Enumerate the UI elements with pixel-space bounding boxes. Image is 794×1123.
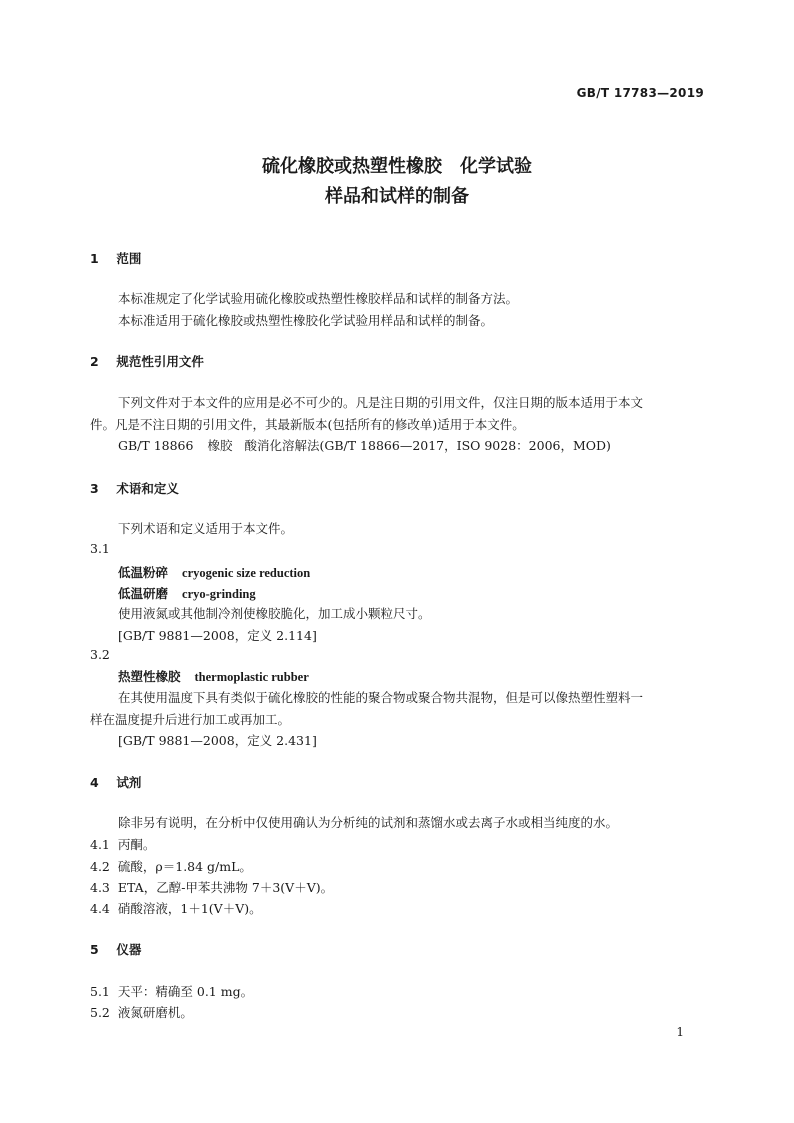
normative-reference (118, 436, 611, 454)
item-text: 硝酸溶液，1＋1(V＋V)。 (117, 901, 262, 916)
section-heading-scope (90, 249, 141, 267)
item-text: 硫酸，ρ＝1.84 g/mL。 (117, 859, 252, 874)
section-title: 仪器 (116, 942, 142, 957)
list-item (90, 878, 333, 896)
item-text: 天平：精确至 0.1 mg。 (117, 984, 254, 999)
term-entry (118, 563, 310, 581)
paragraph: 本标准适用于硫化橡胶或热塑性橡胶化学试验用样品和试样的制备。 (118, 313, 494, 328)
item-number: 4.3 (90, 880, 110, 895)
reference-title-part2: 酸消化溶解法(GB/T 18866—2017，ISO 9028：2006，MOD) (244, 438, 611, 453)
section-heading-reagents (90, 773, 141, 791)
section-heading-terms (90, 479, 179, 497)
term-definition: 样在温度提升后进行加工或再加工。 (90, 712, 291, 727)
list-item (90, 982, 253, 1000)
reference-doc-number: GB/T 18866 (118, 438, 194, 453)
reference-title-part1: 橡胶 (207, 438, 233, 453)
item-number: 4.4 (90, 901, 110, 916)
term-en: cryo-grinding (182, 587, 256, 601)
section-heading-normative (90, 352, 204, 370)
paragraph: 件。凡是不注日期的引用文件，其最新版本(包括所有的修改单)适用于本文件。 (90, 417, 525, 432)
term-number: 3.1 (90, 541, 110, 556)
section-title: 术语和定义 (116, 481, 179, 496)
term-en: thermoplastic rubber (194, 670, 309, 684)
term-definition: 在其使用温度下具有类似于硫化橡胶的性能的聚合物或聚合物共混物，但是可以像热塑性塑料一 (118, 690, 644, 705)
term-en: cryogenic size reduction (182, 566, 311, 580)
section-number: 2 (90, 354, 99, 369)
term-zh: 低温粉碎 (118, 565, 169, 580)
section-heading-apparatus (90, 940, 141, 958)
term-number: 3.2 (90, 647, 110, 662)
list-item (90, 857, 252, 875)
document-title-line1: 硫化橡胶或热塑性橡胶 化学试验 (262, 156, 532, 177)
paragraph: 下列术语和定义适用于本文件。 (118, 521, 294, 536)
document-title-line2: 样品和试样的制备 (325, 186, 469, 207)
item-text: ETA，乙醇-甲苯共沸物 7＋3(V＋V)。 (117, 880, 334, 895)
term-zh: 热塑性橡胶 (118, 669, 181, 684)
standard-number: GB/T 17783—2019 (576, 86, 704, 100)
section-number: 5 (90, 942, 99, 957)
item-number: 4.2 (90, 859, 110, 874)
list-item (90, 1003, 193, 1021)
list-item (90, 899, 262, 917)
item-text: 丙酮。 (117, 837, 156, 852)
item-number: 4.1 (90, 837, 110, 852)
term-source: [GB/T 9881—2008，定义 2.114] (118, 628, 317, 643)
term-source: [GB/T 9881—2008，定义 2.431] (118, 733, 317, 748)
section-title: 试剂 (116, 775, 142, 790)
term-entry (118, 667, 309, 685)
paragraph: 本标准规定了化学试验用硫化橡胶或热塑性橡胶样品和试样的制备方法。 (118, 291, 519, 306)
item-number: 5.2 (90, 1005, 110, 1020)
term-definition: 使用液氮或其他制冷剂使橡胶脆化，加工成小颗粒尺寸。 (118, 606, 431, 621)
term-zh: 低温研磨 (118, 586, 169, 601)
item-number: 5.1 (90, 984, 110, 999)
page-number: 1 (676, 1025, 684, 1039)
section-title: 规范性引用文件 (116, 354, 204, 369)
paragraph: 下列文件对于本文件的应用是必不可少的。凡是注日期的引用文件，仅注日期的版本适用于本文 (118, 395, 644, 410)
list-item (90, 835, 155, 853)
item-text: 液氮研磨机。 (117, 1005, 193, 1020)
section-number: 1 (90, 251, 99, 266)
term-synonym (118, 584, 256, 602)
paragraph: 除非另有说明，在分析中仅使用确认为分析纯的试剂和蒸馏水或去离子水或相当纯度的水。 (118, 815, 619, 830)
section-number: 4 (90, 775, 99, 790)
section-number: 3 (90, 481, 99, 496)
section-title: 范围 (116, 251, 142, 266)
